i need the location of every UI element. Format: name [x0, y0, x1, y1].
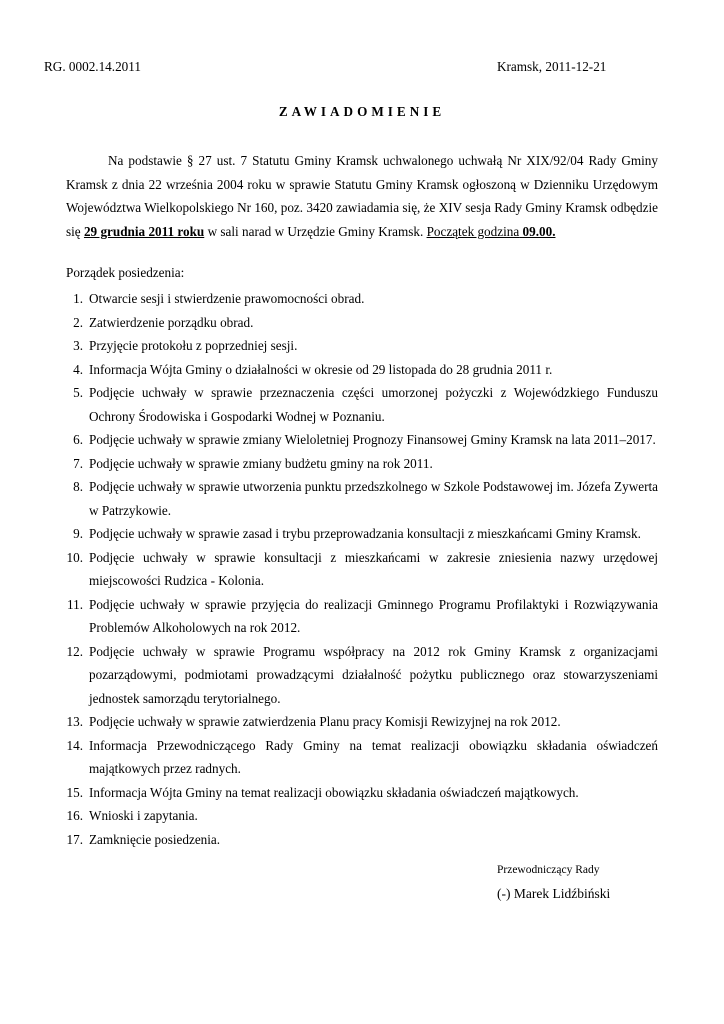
agenda-item-number: 14. — [66, 737, 83, 753]
agenda-item-number: 15. — [66, 784, 83, 800]
agenda-item — [66, 452, 658, 476]
agenda-item-text: Zatwierdzenie porządku obrad. — [89, 314, 254, 330]
agenda-item-number: 9. — [73, 526, 83, 541]
agenda-item-text: Podjęcie uchwały w sprawie konsultacji z mieszkańcami w zakresie zniesienia nazwy urzędowej miejscowości Rudzica - Kolonia. — [89, 549, 658, 588]
agenda-item — [66, 428, 658, 452]
intro-paragraph — [66, 149, 658, 243]
agenda-item-text: Otwarcie sesji i stwierdzenie prawomocności obrad. — [89, 291, 365, 306]
document-title: ZAWIADOMIENIE — [278, 104, 446, 119]
agenda-item — [66, 381, 658, 428]
agenda-item — [66, 358, 658, 382]
session-date: 29 grudnia 2011 roku — [83, 223, 205, 239]
agenda-item-number: 2. — [73, 314, 83, 330]
agenda-item — [66, 593, 658, 640]
agenda-item-number: 11. — [67, 596, 83, 612]
signature-name: (-) Marek Lidźbiński — [497, 886, 611, 901]
agenda-item — [66, 287, 658, 311]
agenda-item-text: Wnioski i zapytania. — [89, 808, 198, 823]
agenda-item-text: Zamknięcie posiedzenia. — [89, 831, 221, 847]
agenda-item-number: 1. — [73, 291, 83, 306]
agenda-item — [66, 334, 658, 358]
agenda-item — [66, 640, 658, 711]
agenda-item-number: 5. — [73, 385, 83, 400]
agenda-item — [66, 522, 658, 546]
agenda-item-text: Informacja Wójta Gminy o działalności w okresie od 29 listopada do 28 grudnia 2011 r. — [89, 361, 553, 377]
agenda-item-number: 16. — [66, 808, 83, 823]
agenda-item-text: Podjęcie uchwały w sprawie zmiany Wieloletniej Prognozy Finansowej Gminy Kramsk na lata 2011–2017. — [89, 432, 656, 447]
agenda-item-text: Informacja Wójta Gminy na temat realizacji obowiązku składania oświadczeń majątkowych. — [89, 784, 579, 800]
agenda-heading: Porządek posiedzenia: — [66, 265, 185, 280]
agenda-item-number: 4. — [73, 361, 83, 377]
intro-text: Na podstawie § 27 ust. 7 Statutu Gminy Kramsk uchwalonego uchwałą Nr XIX/92/04 Rady Gminy Kramsk z dnia 22 września 2004 roku w sprawie Statutu Gminy Kramsk ogłoszoną w Dzienniku Urzędowym Województwa Wielkopolskiego Nr 160, poz. 3420 zawiadamia się, że XIV sesja Rady Gminy Kramsk odbędzie się — [66, 153, 658, 239]
agenda-item-number: 3. — [73, 338, 83, 353]
agenda-item-text: Przyjęcie protokołu z poprzedniej sesji. — [89, 338, 298, 353]
agenda-item — [66, 804, 658, 828]
agenda-item-text: Informacja Przewodniczącego Rady Gminy na temat realizacji obowiązku składania oświadczeń majątkowych przez radnych. — [89, 737, 658, 776]
agenda-item-text: Podjęcie uchwały w sprawie zasad i trybu przeprowadzania konsultacji z mieszkańcami Gminy Kramsk. — [89, 526, 641, 541]
agenda-item-text: Podjęcie uchwały w sprawie Programu współpracy na 2012 rok Gminy Kramsk z organizacjami pozarządowymi, podmiotami prowadzącymi działalność pożytku publicznego oraz stowarzyszeniami jednostek samorządu terytorialnego. — [89, 643, 658, 706]
agenda-item — [66, 475, 658, 522]
agenda-item-number: 12. — [66, 643, 83, 659]
intro-location: w sali narad w Urzędzie Gminy Kramsk. — [207, 223, 424, 239]
agenda-item-text: Podjęcie uchwały w sprawie zatwierdzenia Planu pracy Komisji Rewizyjnej na rok 2012. — [89, 714, 561, 729]
agenda-list — [66, 287, 658, 851]
agenda-item — [66, 311, 658, 335]
agenda-item-number: 7. — [73, 455, 83, 471]
agenda-item — [66, 781, 658, 805]
agenda-item-number: 6. — [73, 432, 83, 447]
agenda-item-text: Podjęcie uchwały w sprawie zmiany budżetu gminy na rok 2011. — [89, 455, 433, 471]
start-time: 09.00. — [522, 223, 556, 239]
agenda-item — [66, 734, 658, 781]
start-time-line — [427, 224, 556, 239]
agenda-item-text: Podjęcie uchwały w sprawie przeznaczenia części umorzonej pożyczki z Wojewódzkiego Funduszu Ochrony Środowiska i Gospodarki Wodnej w Poznaniu. — [89, 385, 658, 424]
agenda-item — [66, 546, 658, 593]
start-label: Początek godzina — [426, 223, 520, 239]
agenda-item — [66, 828, 658, 852]
agenda-item-text: Podjęcie uchwały w sprawie utworzenia punktu przedszkolnego w Szkole Podstawowej im. Józefa Zywerta w Patrzykowie. — [89, 479, 658, 518]
agenda-item-number: 17. — [66, 831, 83, 847]
agenda-item — [66, 710, 658, 734]
agenda-item-number: 8. — [73, 479, 83, 494]
place-and-date: Kramsk, 2011-12-21 — [497, 59, 607, 74]
signature-role: Przewodniczący Rady — [497, 864, 600, 876]
agenda-item-number: 10. — [66, 549, 83, 565]
reference-number: RG. 0002.14.2011 — [44, 59, 141, 74]
agenda-item-text: Podjęcie uchwały w sprawie przyjęcia do realizacji Gminnego Programu Profilaktyki i Rozwiązywania Problemów Alkoholowych na rok 2012. — [89, 596, 658, 635]
agenda-item-number: 13. — [66, 714, 83, 729]
